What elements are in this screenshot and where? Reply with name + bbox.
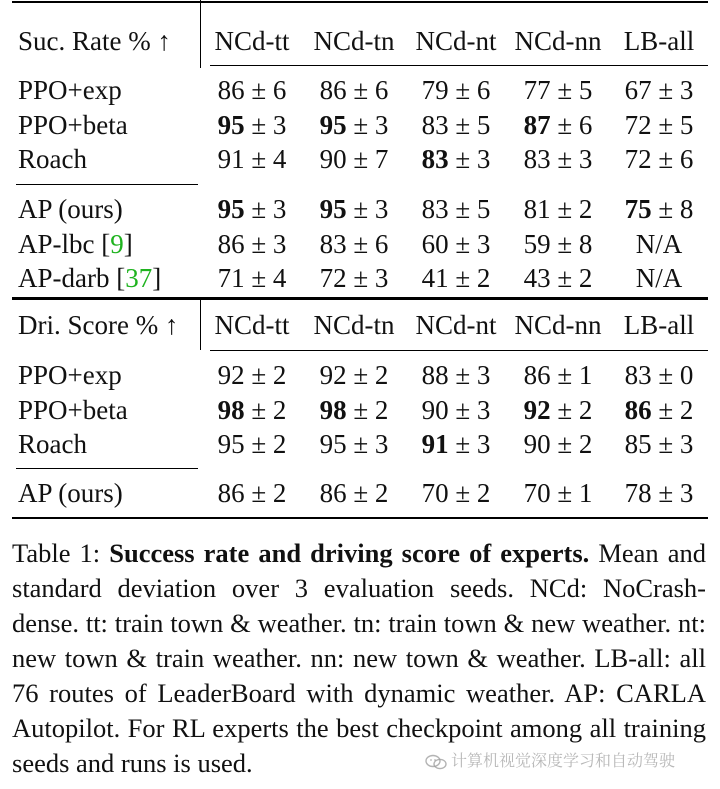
- mean-value: 59: [523, 228, 551, 259]
- method-name: AP-lbc: [18, 228, 102, 259]
- mean-value: 77: [523, 75, 551, 105]
- mean-value: 70: [523, 478, 551, 508]
- std-value: ± 2: [455, 478, 491, 508]
- method-name: PPO+beta: [18, 394, 128, 425]
- metric-header: Suc. Rate % ↑: [18, 26, 171, 56]
- std-value: ± 4: [251, 263, 287, 293]
- mean-value: 90: [319, 144, 347, 174]
- table-row: [12, 427, 708, 461]
- table-row: [12, 142, 708, 176]
- std-value: ± 3: [353, 429, 389, 459]
- value-cell: [202, 73, 302, 107]
- value-cell: [610, 142, 708, 176]
- method-name: AP (ours): [18, 194, 123, 224]
- mean-value: 92: [217, 360, 245, 390]
- value-cell: [508, 358, 608, 392]
- method-name: Roach: [18, 144, 87, 174]
- value-cell: [508, 227, 608, 261]
- mean-value: 92: [319, 360, 347, 390]
- row-label: [18, 73, 122, 107]
- std-value: ± 1: [557, 478, 593, 508]
- value-cell: [202, 108, 302, 142]
- mean-value: 98: [217, 394, 245, 425]
- std-value: ± 2: [251, 394, 287, 425]
- row-label: [18, 261, 161, 295]
- value-cell: [610, 261, 708, 295]
- std-value: ± 2: [557, 263, 593, 293]
- std-value: ± 3: [455, 394, 491, 425]
- mean-value: 86: [217, 478, 245, 508]
- value-cell: [202, 261, 302, 295]
- value-cell: [202, 476, 302, 510]
- column-header: NCd-tt: [214, 310, 290, 340]
- method-name: PPO+beta: [18, 109, 128, 140]
- std-value: ± 3: [455, 429, 491, 459]
- std-value: ± 2: [557, 429, 593, 459]
- column-header: NCd-tt: [214, 26, 290, 56]
- results-table: [12, 0, 708, 520]
- method-name: Roach: [18, 429, 87, 459]
- value-cell: [202, 393, 302, 427]
- mean-value: 81: [523, 194, 551, 224]
- value-cell: [304, 108, 404, 142]
- row-label: [18, 393, 128, 427]
- std-value: ± 3: [251, 194, 287, 224]
- value-cell: [406, 142, 506, 176]
- std-value: ± 3: [455, 228, 491, 259]
- mean-value: 83: [421, 194, 449, 224]
- std-value: ± 5: [455, 194, 491, 224]
- std-value: ± 3: [455, 360, 491, 390]
- value-cell: [202, 142, 302, 176]
- mean-value: 75: [624, 194, 652, 224]
- std-value: ± 2: [658, 394, 694, 425]
- row-label: [18, 358, 122, 392]
- mean-value: 85: [624, 429, 652, 459]
- mean-value: 86: [523, 360, 551, 390]
- value-cell: [508, 261, 608, 295]
- mean-value: N/A: [635, 263, 683, 293]
- std-value: ± 2: [455, 263, 491, 293]
- value-cell: [304, 227, 404, 261]
- value-cell: [406, 476, 506, 510]
- value-cell: [508, 476, 608, 510]
- value-cell: [202, 427, 302, 461]
- mean-value: 86: [217, 75, 245, 105]
- header-row: [12, 308, 708, 342]
- mean-value: 95: [217, 109, 245, 140]
- table-row: [12, 393, 708, 427]
- mean-value: 86: [624, 394, 652, 425]
- mean-value: 83: [523, 144, 551, 174]
- value-cell: [406, 108, 506, 142]
- std-value: ± 6: [251, 75, 287, 105]
- value-cell: [508, 142, 608, 176]
- value-cell: [304, 476, 404, 510]
- value-cell: [304, 261, 404, 295]
- std-value: ± 3: [455, 144, 491, 174]
- value-cell: [610, 476, 708, 510]
- value-cell: [304, 358, 404, 392]
- value-cell: [508, 108, 608, 142]
- citation-open-bracket: [: [101, 228, 111, 259]
- value-cell: [610, 393, 708, 427]
- table-row: [12, 261, 708, 295]
- mean-value: 71: [217, 263, 245, 293]
- row-label: [18, 476, 123, 510]
- std-value: ± 3: [658, 478, 694, 508]
- table-bottom-rule: [12, 517, 708, 519]
- mean-value: 95: [217, 194, 245, 224]
- value-cell: [610, 108, 708, 142]
- mean-value: 90: [523, 429, 551, 459]
- std-value: ± 6: [353, 228, 389, 259]
- std-value: ± 2: [353, 478, 389, 508]
- std-value: ± 2: [251, 360, 287, 390]
- std-value: ± 2: [251, 478, 287, 508]
- label-separator: [200, 0, 201, 68]
- mean-value: 91: [421, 429, 449, 459]
- mean-value: 41: [421, 263, 449, 293]
- std-value: ± 2: [353, 360, 389, 390]
- column-header: NCd-nt: [415, 310, 497, 340]
- value-cell: [610, 427, 708, 461]
- std-value: ± 7: [353, 144, 389, 174]
- mean-value: 70: [421, 478, 449, 508]
- mean-value: 90: [421, 394, 449, 425]
- row-label: [18, 427, 87, 461]
- row-label: [18, 142, 87, 176]
- column-header: NCd-nn: [514, 310, 602, 340]
- std-value: ± 6: [658, 144, 694, 174]
- mean-value: 60: [421, 228, 449, 259]
- std-value: ± 6: [455, 75, 491, 105]
- value-cell: [406, 227, 506, 261]
- mean-value: 72: [624, 144, 652, 174]
- std-value: ± 6: [353, 75, 389, 105]
- std-value: ± 3: [353, 263, 389, 293]
- citation-close-bracket: ]: [123, 228, 133, 259]
- mean-value: 83: [319, 228, 347, 259]
- value-cell: [304, 73, 404, 107]
- value-cell: [304, 393, 404, 427]
- column-header: NCd-nt: [415, 26, 497, 56]
- value-cell: [406, 73, 506, 107]
- mean-value: 95: [319, 194, 347, 224]
- value-cell: [508, 393, 608, 427]
- row-label: [18, 192, 123, 226]
- std-value: ± 5: [658, 109, 694, 140]
- value-cell: [406, 427, 506, 461]
- value-cell: [202, 358, 302, 392]
- std-value: ± 1: [557, 360, 593, 390]
- std-value: ± 2: [557, 194, 593, 224]
- mean-value: 67: [624, 75, 652, 105]
- std-value: ± 4: [251, 144, 287, 174]
- column-header: NCd-tn: [313, 310, 395, 340]
- mean-value: 87: [523, 109, 551, 140]
- citation-close-bracket: ]: [152, 263, 162, 293]
- std-value: ± 5: [455, 109, 491, 140]
- std-value: ± 2: [251, 429, 287, 459]
- label-separator: [200, 297, 201, 350]
- value-cell: [202, 192, 302, 226]
- value-cell: [508, 73, 608, 107]
- column-header: NCd-tn: [313, 26, 395, 56]
- mean-value: 86: [319, 478, 347, 508]
- caption-body: Mean and standard deviation over 3 evaluation seeds. NCd: NoCrash-dense. tt: train town & weather. tn: train town & new weather. nt: new town & train weather. nn: new town & weather. LB-all: all 76 routes of LeaderBoard with dynamic weather. AP: CARLA Autopilot. For RL experts the best checkpoint among all training seeds and runs is used.: [12, 538, 706, 778]
- mean-value: 43: [523, 263, 551, 293]
- std-value: ± 2: [353, 394, 389, 425]
- mean-value: 95: [217, 429, 245, 459]
- mean-value: 88: [421, 360, 449, 390]
- std-value: ± 3: [353, 194, 389, 224]
- std-value: ± 3: [557, 144, 593, 174]
- std-value: ± 3: [658, 75, 694, 105]
- method-name: PPO+exp: [18, 360, 122, 390]
- mean-value: 98: [319, 394, 347, 425]
- mean-value: 83: [421, 109, 449, 140]
- citation-link[interactable]: 9: [110, 228, 124, 259]
- header-row: [12, 24, 708, 58]
- mean-value: 72: [624, 109, 652, 140]
- table-row: [12, 73, 708, 107]
- value-cell: [304, 427, 404, 461]
- std-value: ± 2: [557, 394, 593, 425]
- table-row: [12, 358, 708, 392]
- value-cell: [406, 192, 506, 226]
- std-value: ± 0: [658, 360, 694, 390]
- mean-value: N/A: [635, 228, 683, 259]
- header-rule: [210, 65, 708, 66]
- mean-value: 79: [421, 75, 449, 105]
- value-cell: [304, 142, 404, 176]
- method-name: AP (ours): [18, 478, 123, 508]
- table-row: [12, 108, 708, 142]
- watermark-text: 计算机视觉深度学习和自动驾驶: [451, 751, 676, 770]
- value-cell: [406, 393, 506, 427]
- watermark: [425, 749, 675, 773]
- method-name: PPO+exp: [18, 75, 122, 105]
- group-rule: [16, 184, 198, 185]
- mean-value: 86: [217, 228, 245, 259]
- table-caption: [12, 536, 706, 781]
- mean-value: 78: [624, 478, 652, 508]
- column-header: LB-all: [623, 310, 695, 340]
- std-value: ± 5: [557, 75, 593, 105]
- std-value: ± 6: [557, 109, 593, 140]
- std-value: ± 3: [658, 429, 694, 459]
- mean-value: 95: [319, 429, 347, 459]
- mean-value: 91: [217, 144, 245, 174]
- mean-value: 86: [319, 75, 347, 105]
- value-cell: [610, 73, 708, 107]
- mean-value: 95: [319, 109, 347, 140]
- value-cell: [304, 192, 404, 226]
- citation-link[interactable]: 37: [125, 263, 153, 293]
- table-row: [12, 192, 708, 226]
- std-value: ± 8: [557, 228, 593, 259]
- group-rule: [16, 468, 198, 469]
- mean-value: 83: [624, 360, 652, 390]
- table-top-rule: [12, 297, 708, 300]
- std-value: ± 8: [658, 194, 694, 224]
- mean-value: 72: [319, 263, 347, 293]
- value-cell: [610, 358, 708, 392]
- mean-value: 83: [421, 144, 449, 174]
- value-cell: [610, 227, 708, 261]
- value-cell: [202, 227, 302, 261]
- wechat-logo-icon: [425, 754, 447, 770]
- table-top-rule: [12, 1, 708, 3]
- std-value: ± 3: [251, 109, 287, 140]
- value-cell: [406, 261, 506, 295]
- std-value: ± 3: [353, 109, 389, 140]
- value-cell: [610, 192, 708, 226]
- table-row: [12, 227, 708, 261]
- mean-value: 92: [523, 394, 551, 425]
- row-label: [18, 108, 128, 142]
- value-cell: [508, 192, 608, 226]
- metric-header: Dri. Score % ↑: [18, 310, 179, 340]
- row-label: [18, 227, 133, 261]
- caption-title: Success rate and driving score of experts.: [109, 538, 590, 568]
- column-header: NCd-nn: [514, 26, 602, 56]
- method-name: AP-darb: [18, 263, 117, 293]
- value-cell: [508, 427, 608, 461]
- header-rule: [210, 350, 708, 351]
- value-cell: [406, 358, 506, 392]
- column-header: LB-all: [623, 26, 695, 56]
- caption-label: Table 1:: [12, 538, 110, 568]
- citation-open-bracket: [: [116, 263, 126, 293]
- std-value: ± 3: [251, 228, 287, 259]
- table-row: [12, 476, 708, 510]
